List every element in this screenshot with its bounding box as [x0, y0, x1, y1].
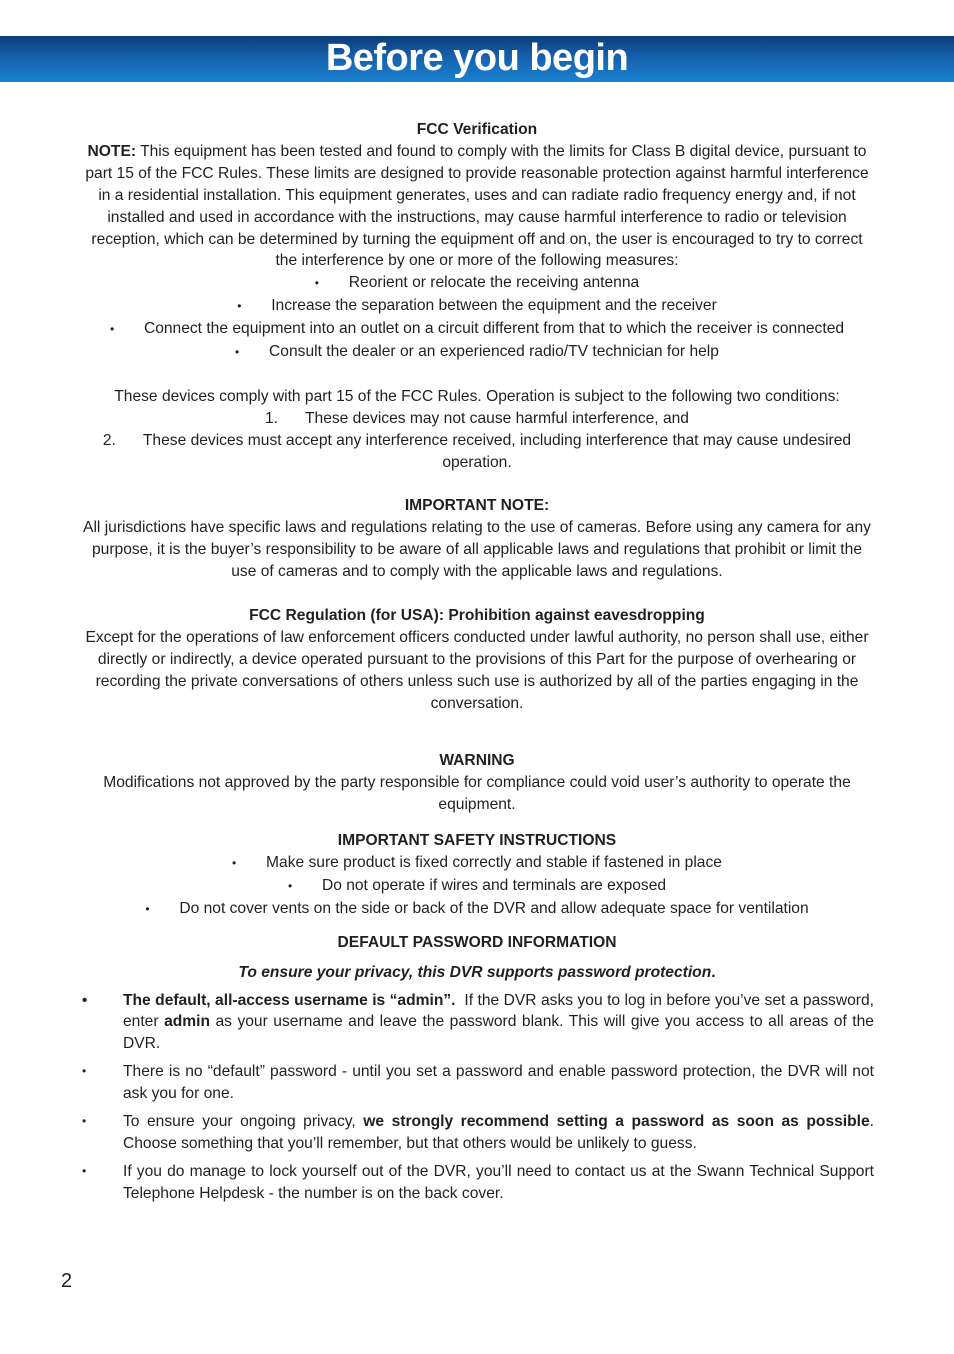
document-body [80, 119, 879, 1211]
note-label: NOTE: [87, 142, 137, 160]
list-item: • There is no “default” password - until you set a password and enable password protection, the DVR will not ask you for one. [82, 1063, 874, 1103]
password-lead: To ensure your privacy, this DVR supports password protection. [238, 963, 716, 981]
fcc-note [80, 141, 874, 272]
compliance-text: These devices comply with part 15 of the FCC Rules. Operation is subject to the following two conditions: [114, 387, 840, 405]
bullet-icon: • [287, 878, 293, 893]
bullet-icon: • [145, 901, 150, 916]
list-item: • Make sure product is fixed correctly and stable if fastened in place [80, 852, 874, 875]
note-text: This equipment has been tested and found to comply with the limits for Class B digital device, pursuant to part 15 of the FCC Rules. These limits are designed to provide reasonable protection against harmful interference in a residential installation. This equipment generates, uses and can radiate radio frequency energy and, if not installed and used in accordance with the instructions, may cause harmful interference to radio or television reception, which can be determined by turning the equipment off and on, the user is encouraged to try to correct the interference by one or more of the following measures: [85, 142, 869, 270]
bullet-icon: • [235, 345, 240, 360]
password-heading: DEFAULT PASSWORD INFORMATION [337, 933, 617, 951]
page-number: 2 [61, 1270, 73, 1292]
fcc-regulation-text: Except for the operations of law enforcement officers conducted under lawful authority, no person shall use, either directly or indirectly, a device operated pursuant to the provisions of this Part for the purpose of overhearing or recording the private conversations of others unless such use is authorized by all of the parties engaging in the conversation. [85, 628, 869, 712]
fcc-heading: FCC Verification [416, 121, 538, 138]
important-note-heading: IMPORTANT NOTE: [404, 497, 550, 515]
list-item: • Reorient or relocate the receiving antenna [80, 272, 874, 295]
list-item: • Connect the equipment into an outlet on a circuit different from that to which the receiver is connected [80, 318, 874, 341]
list-item: • To ensure your ongoing privacy, we strongly recommend setting a password as soon as possible. Choose something that you’ll remember, but that others would be unlikely to guess. [82, 1113, 874, 1153]
bullet-icon: • [82, 1114, 87, 1129]
condition-item: 1. These devices may not cause harmful interference, and [265, 409, 689, 427]
list-item: • Increase the separation between the equipment and the receiver [80, 295, 874, 318]
bullet-icon: • [109, 322, 115, 337]
bullet-icon: • [82, 991, 88, 1009]
warning-text: Modifications not approved by the party responsible for compliance could void user’s authority to operate the equipment. [103, 774, 851, 814]
password-list [80, 990, 879, 1205]
list-item: • If you do manage to lock yourself out of the DVR, you’ll need to contact us at the Swann Technical Support Telephone Helpdesk - the number is on the back cover. [82, 1162, 874, 1202]
list-item: • Do not operate if wires and terminals are exposed [80, 875, 874, 898]
warning-heading: WARNING [439, 752, 515, 770]
list-item: • Do not cover vents on the side or back of the DVR and allow adequate space for ventilation [80, 898, 874, 921]
bullet-icon: • [82, 1163, 87, 1178]
list-item: • The default, all-access username is “admin”. If the DVR asks you to log in before you’ve set a password, enter admin as your username and leave the password blank. This will give you access to all areas of the DVR. [82, 991, 879, 1053]
bullet-icon: • [237, 299, 242, 314]
safety-heading: IMPORTANT SAFETY INSTRUCTIONS [337, 832, 617, 850]
condition-item: 2. These devices must accept any interference received, including interference that may cause undesired operation. [102, 431, 852, 471]
list-item: • Consult the dealer or an experienced radio/TV technician for help [80, 341, 874, 364]
header-banner [0, 36, 954, 82]
bullet-icon: • [232, 856, 237, 871]
fcc-regulation-heading: FCC Regulation (for USA): Prohibition against eavesdropping [249, 606, 705, 624]
bullet-icon: • [314, 276, 319, 291]
bullet-icon: • [82, 1064, 87, 1079]
important-note-text: All jurisdictions have specific laws and regulations relating to the use of cameras. Before using any camera for any purpose, it is the buyer’s responsibility to be aware of all applicable laws and regulations that prohibit or limit the use of cameras and to comply with the applicable laws and regulations. [83, 519, 871, 581]
page-title: Before you begin [325, 37, 629, 79]
